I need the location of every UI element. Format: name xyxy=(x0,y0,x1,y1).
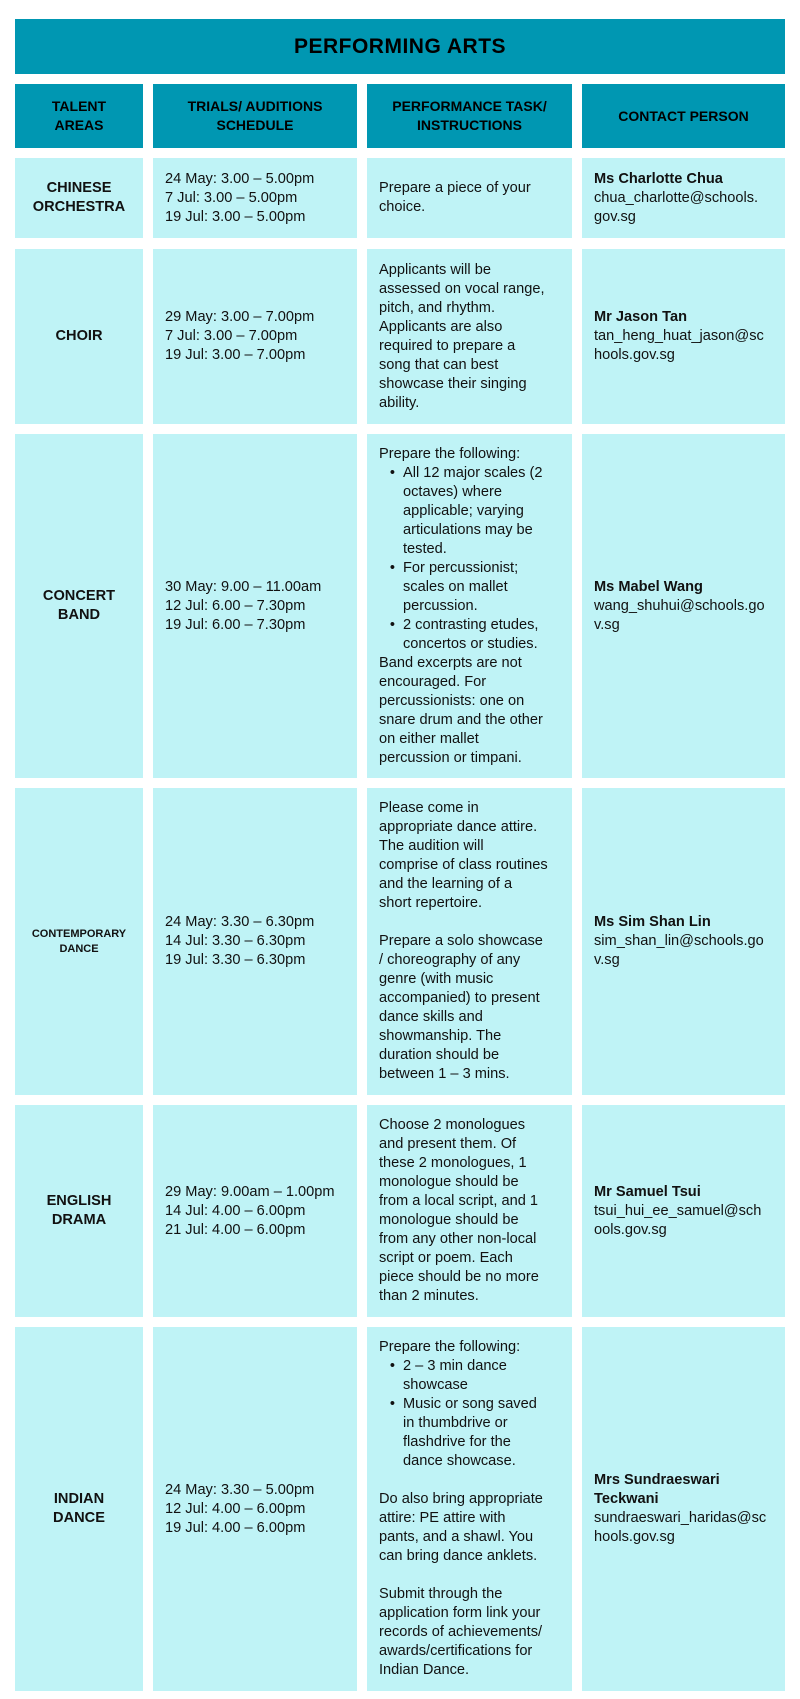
header-schedule: TRIALS/ AUDITIONS SCHEDULE xyxy=(153,84,357,148)
contact-name: Mr Samuel Tsui xyxy=(594,1183,701,1200)
schedule-cell: 24 May: 3.30 – 5.00pm 12 Jul: 4.00 – 6.00pm 19 Jul: 4.00 – 6.00pm xyxy=(153,1327,357,1691)
header-task: PERFORMANCE TASK/ INSTRUCTIONS xyxy=(367,84,572,148)
contact-name: Ms Charlotte Chua xyxy=(594,170,723,187)
schedule-cell: 24 May: 3.30 – 6.30pm 14 Jul: 3.30 – 6.30pm 19 Jul: 3.30 – 6.30pm xyxy=(153,788,357,1095)
task-cell: Prepare the following: • All 12 major scales (2 octaves) where applicable; varying articulations may be tested. • For percussionist; scales on mallet percussion. • 2 contrasting etudes, concertos or studies. Band excerpts are not encouraged. For percussionists: one on snare drum and the other on either mallet percussion or timpani. xyxy=(367,434,572,778)
table-row-area: CHOIR xyxy=(15,249,143,424)
contact-email[interactable]: v.sg xyxy=(594,616,620,633)
task-cell: Choose 2 monologues and present them. Of these 2 monologues, 1 monologue should be from a local script, and 1 monologue should be from any other non-local script or poem. Each piece should be no more than 2 minutes. xyxy=(367,1105,572,1317)
contact-cell xyxy=(582,788,785,1095)
contact-name: Teckwani xyxy=(594,1491,659,1507)
list-item: • For percussionist; scales on mallet percussion. xyxy=(389,559,519,614)
table-row-area: CONTEMPORARY DANCE xyxy=(15,788,143,1095)
task-cell: Please come in appropriate dance attire. The audition will comprise of class routines and the learning of a short repertoire. Prepare a solo showcase / choreography of any genre (with music accompanied) to present dance skills and showmanship. The duration should be between 1 – 3 mins. xyxy=(367,788,572,1095)
list-item: • 2 – 3 min dance showcase xyxy=(389,1358,507,1393)
contact-cell xyxy=(582,434,785,778)
contact-email[interactable]: sundraeswari_haridas@sc xyxy=(594,1510,767,1526)
contact-email[interactable]: wang_shuhui@schools.go xyxy=(594,597,765,614)
schedule-cell: 30 May: 9.00 – 11.00am 12 Jul: 6.00 – 7.30pm 19 Jul: 6.00 – 7.30pm xyxy=(153,434,357,778)
contact-cell xyxy=(582,158,785,238)
contact-name: Ms Mabel Wang xyxy=(594,578,703,595)
contact-cell xyxy=(582,249,785,424)
contact-email[interactable]: ools.gov.sg xyxy=(594,1221,667,1238)
table-row-area: INDIAN DANCE xyxy=(15,1327,143,1691)
page-title: PERFORMING ARTS xyxy=(15,19,785,74)
list-item: • 2 contrasting etudes, concertos or studies. xyxy=(389,616,539,652)
contact-email[interactable]: hools.gov.sg xyxy=(594,1529,675,1545)
contact-cell xyxy=(582,1327,785,1691)
contact-email[interactable]: tsui_hui_ee_samuel@sch xyxy=(594,1202,762,1219)
contact-name: Ms Sim Shan Lin xyxy=(594,914,711,930)
contact-name: Mrs Sundraeswari xyxy=(594,1472,720,1488)
table-row-area: CONCERT BAND xyxy=(15,434,143,778)
task-cell: Prepare the following: • 2 – 3 min dance showcase • Music or song saved in thumbdrive or flashdrive for the dance showcase. Do also bring appropriate attire: PE attire with pants, and a shawl. You can bring dance anklets. Submit through the application form link your records of achievements/ awards/certifications for Indian Dance. xyxy=(367,1327,572,1691)
contact-email[interactable]: gov.sg xyxy=(594,208,636,225)
contact-email[interactable]: hools.gov.sg xyxy=(594,347,675,363)
table-row-area: CHINESE ORCHESTRA xyxy=(15,158,143,238)
schedule-cell: 29 May: 9.00am – 1.00pm 14 Jul: 4.00 – 6.00pm 21 Jul: 4.00 – 6.00pm xyxy=(153,1105,357,1317)
header-talent-areas: TALENT AREAS xyxy=(15,84,143,148)
schedule-cell: 24 May: 3.00 – 5.00pm 7 Jul: 3.00 – 5.00pm 19 Jul: 3.00 – 5.00pm xyxy=(153,158,357,238)
header-contact: CONTACT PERSON xyxy=(582,84,785,148)
task-cell: Prepare a piece of your choice. xyxy=(367,158,572,238)
contact-email[interactable]: v.sg xyxy=(594,952,620,968)
contact-email[interactable]: tan_heng_huat_jason@sc xyxy=(594,328,764,344)
task-cell: Applicants will be assessed on vocal range, pitch, and rhythm. Applicants are also required to prepare a song that can best showcase their singing ability. xyxy=(367,249,572,424)
contact-email[interactable]: sim_shan_lin@schools.go xyxy=(594,933,764,949)
list-item: • Music or song saved in thumbdrive or flashdrive for the dance showcase. xyxy=(389,1396,537,1469)
list-item: • All 12 major scales (2 octaves) where applicable; varying articulations may be tested. xyxy=(389,464,543,557)
schedule-cell: 29 May: 3.00 – 7.00pm 7 Jul: 3.00 – 7.00pm 19 Jul: 3.00 – 7.00pm xyxy=(153,249,357,424)
contact-cell xyxy=(582,1105,785,1317)
contact-name: Mr Jason Tan xyxy=(594,309,687,325)
contact-email[interactable]: chua_charlotte@schools. xyxy=(594,189,759,206)
table-row-area: ENGLISH DRAMA xyxy=(15,1105,143,1317)
